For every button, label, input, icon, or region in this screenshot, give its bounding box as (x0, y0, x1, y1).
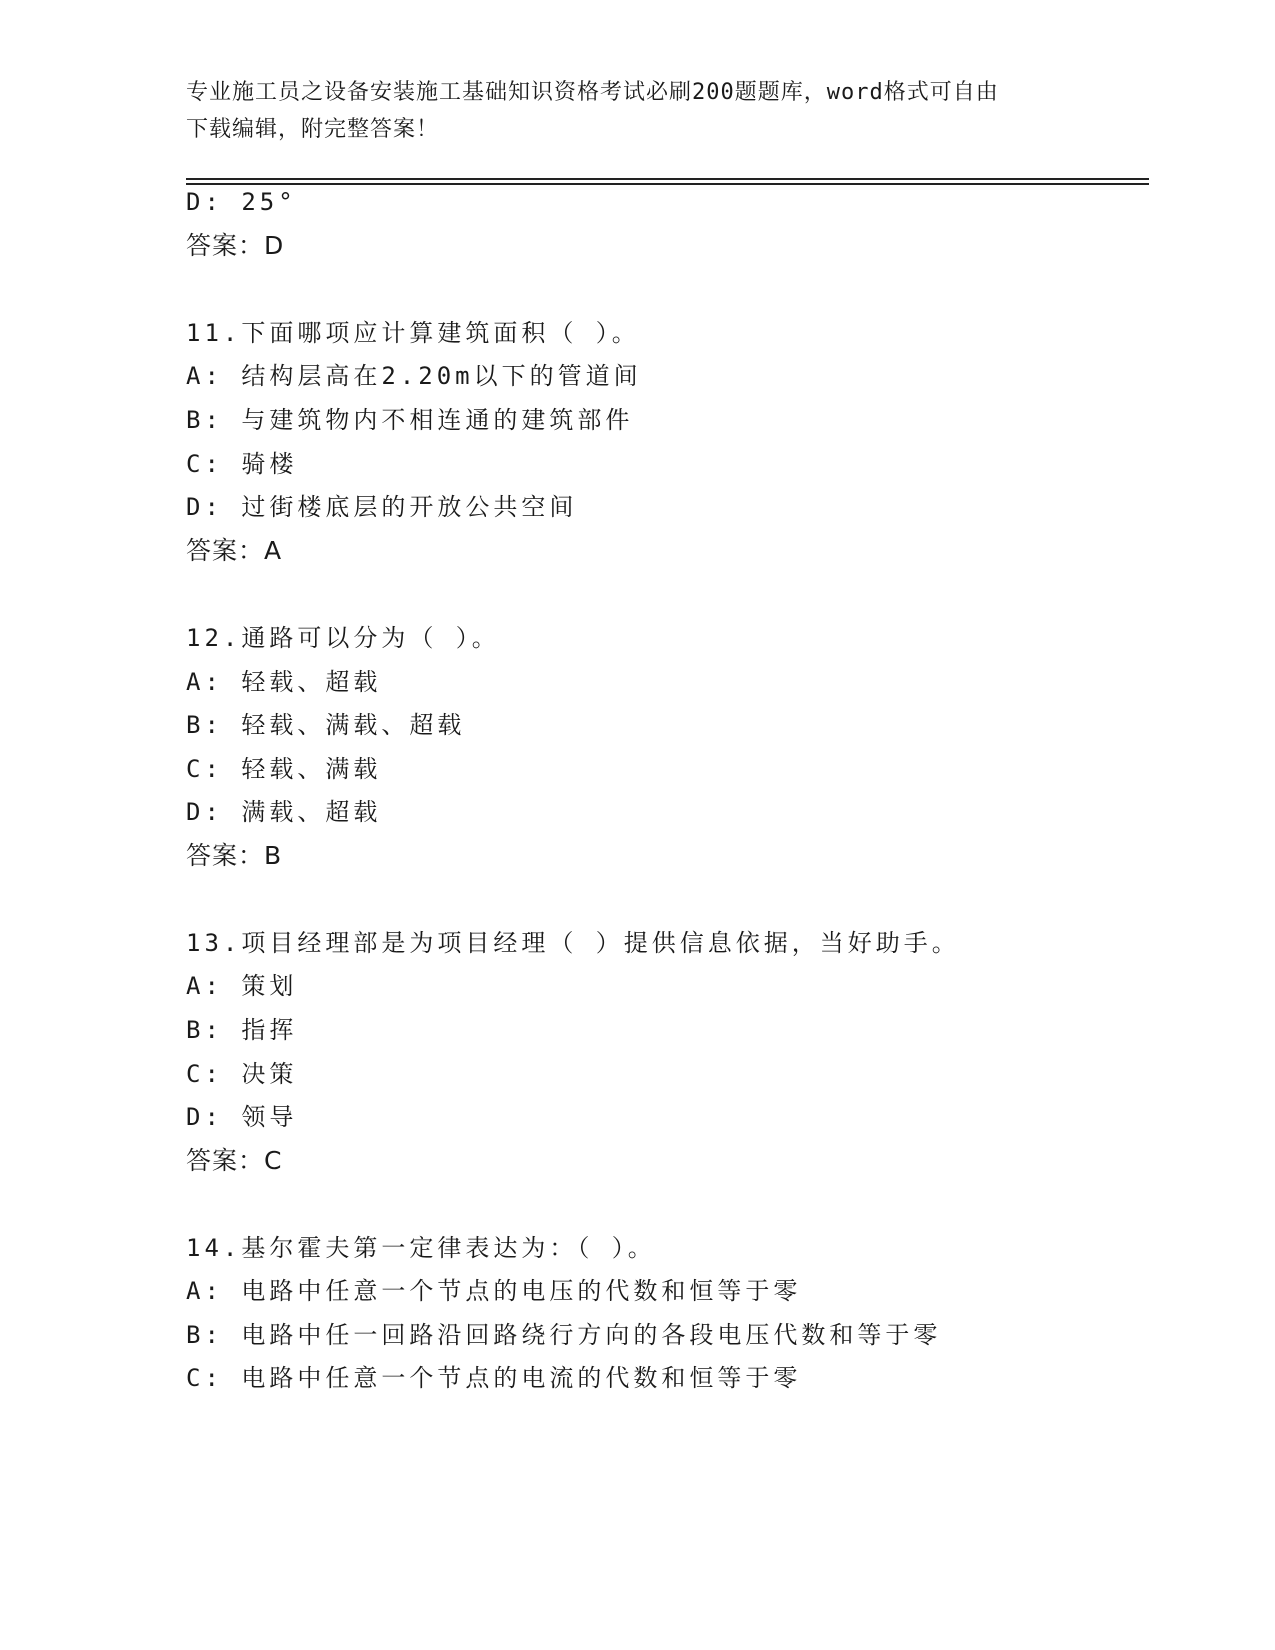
question-12-stem: 12.通路可以分为（ ）。 (186, 624, 500, 652)
question-13-option-d: D: 领导 (186, 1103, 298, 1131)
question-13-option-c: C: 决策 (186, 1060, 298, 1088)
header-divider-top (186, 178, 1149, 180)
question-14-option-b: B: 电路中任一回路沿回路绕行方向的各段电压代数和等于零 (186, 1321, 942, 1349)
question-14-option-a: A: 电路中任意一个节点的电压的代数和恒等于零 (186, 1277, 802, 1305)
question-13-option-a: A: 策划 (186, 972, 298, 1000)
question-13-stem: 13.项目经理部是为项目经理（ ）提供信息依据，当好助手。 (186, 929, 960, 957)
question-12-answer: 答案：B (186, 841, 283, 870)
question-13-option-b: B: 指挥 (186, 1016, 298, 1044)
question-11-answer: 答案：A (186, 536, 283, 565)
question-12-option-a: A: 轻载、超载 (186, 668, 382, 696)
header-divider-bottom (186, 183, 1149, 185)
question-14-option-c: C: 电路中任意一个节点的电流的代数和恒等于零 (186, 1364, 802, 1392)
header-line-2: 下载编辑，附完整答案！ (186, 117, 440, 142)
document-header (186, 74, 1066, 148)
question-14-stem: 14.基尔霍夫第一定律表达为：（ ）。 (186, 1234, 656, 1262)
prev-option-d: D: 25° (186, 188, 297, 216)
question-11-option-c: C: 骑楼 (186, 450, 298, 478)
question-11-option-d: D: 过街楼底层的开放公共空间 (186, 493, 578, 521)
question-11-option-b: B: 与建筑物内不相连通的建筑部件 (186, 406, 634, 434)
question-13-answer: 答案：C (186, 1146, 283, 1175)
question-11-stem: 11.下面哪项应计算建筑面积（ ）。 (186, 319, 640, 347)
prev-answer: 答案：D (186, 231, 285, 260)
question-11-option-a: A: 结构层高在2.20m以下的管道间 (186, 362, 642, 390)
question-12-option-b: B: 轻载、满载、超载 (186, 711, 466, 739)
question-12-option-c: C: 轻载、满载 (186, 755, 382, 783)
header-line-1: 专业施工员之设备安装施工基础知识资格考试必刷200题题库，word格式可自由 (186, 80, 999, 105)
question-12-option-d: D: 满载、超载 (186, 798, 382, 826)
